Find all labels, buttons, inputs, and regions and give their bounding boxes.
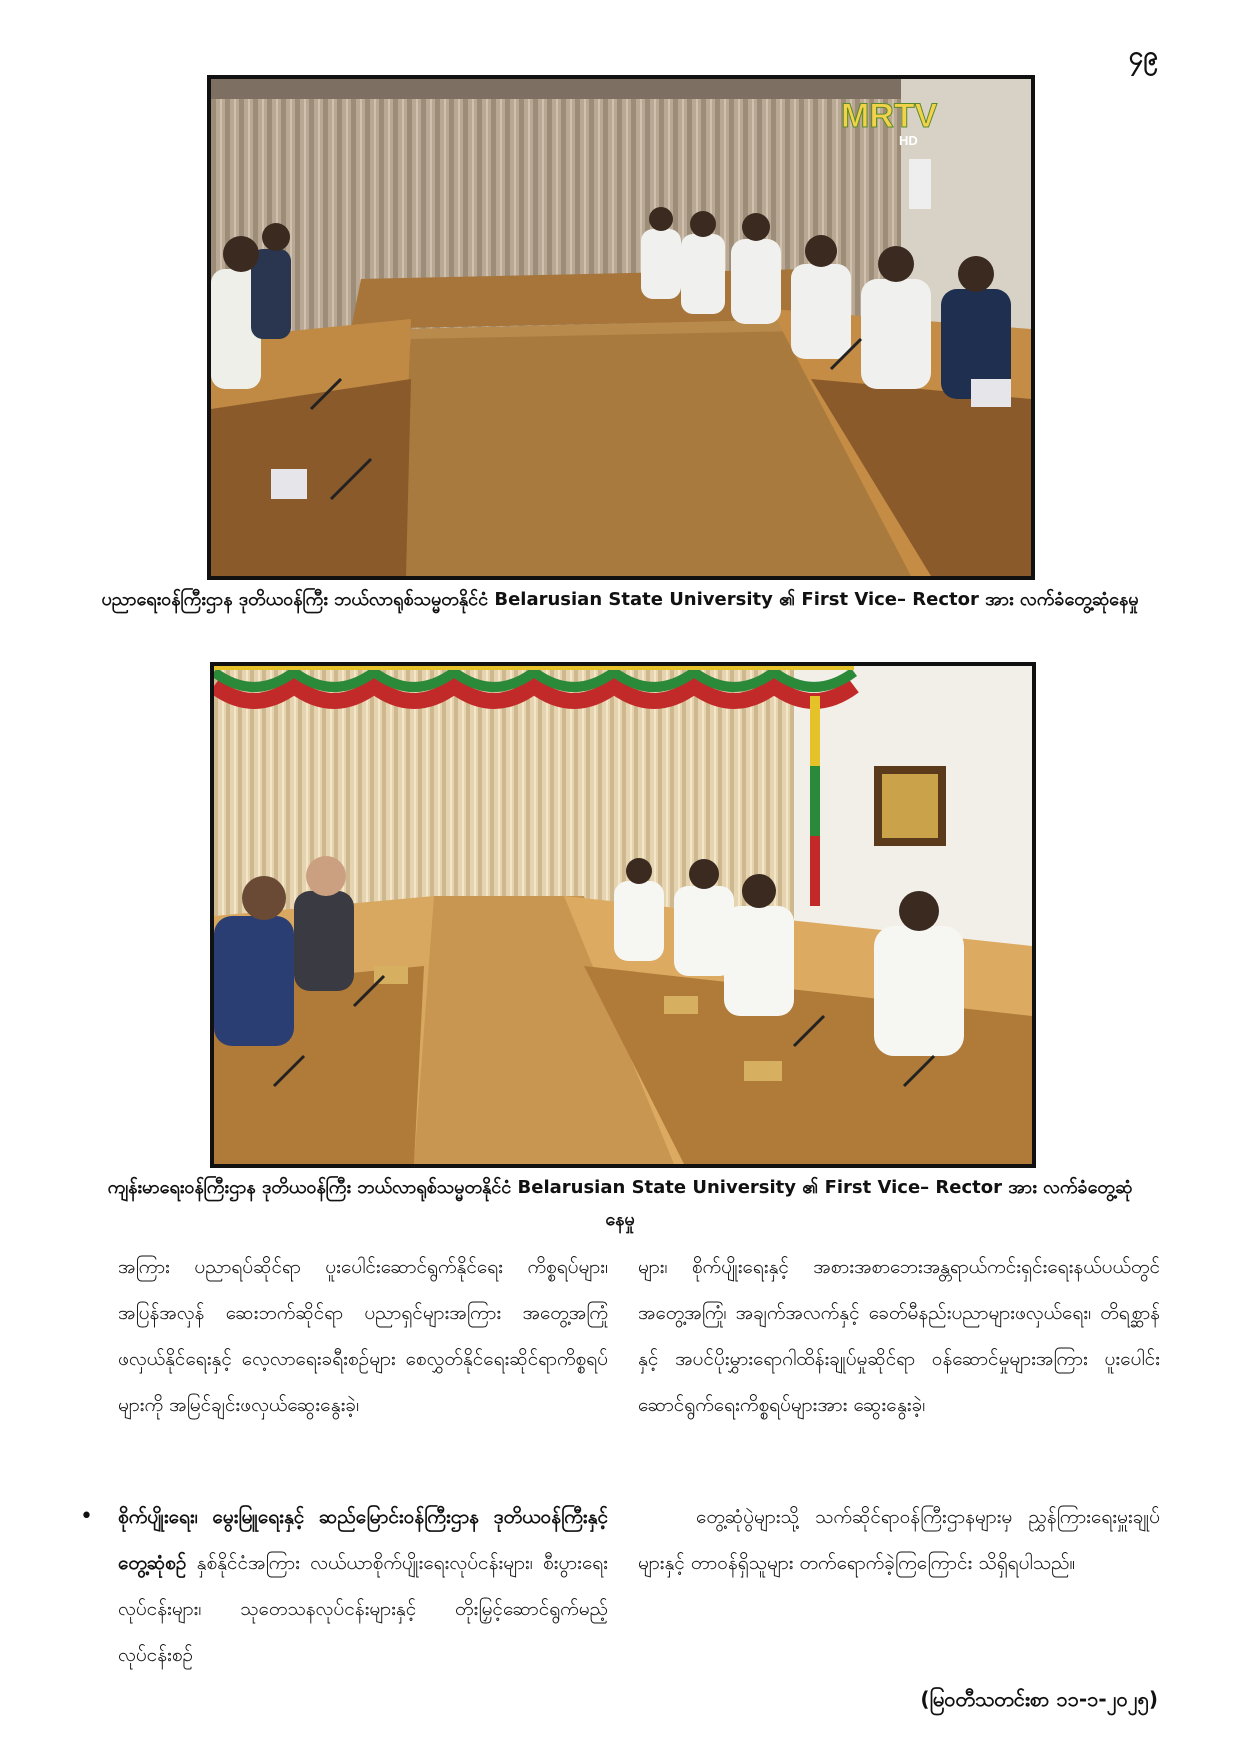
page-number: ၄၉ bbox=[1128, 41, 1158, 71]
tv-watermark: MRTV bbox=[841, 97, 938, 135]
article-left-paragraph bbox=[118, 1244, 608, 1428]
bullet-heading: စိုက်ပျိုးရေး၊ မွေးမြူရေးနှင့် ဆည်မြောင်းဝန်ကြီးဌာန ဒုတိယဝန်ကြီးနှင့် တွေ့ဆုံစဉ် bbox=[118, 1506, 608, 1574]
meeting-photo-1-image bbox=[211, 79, 1031, 576]
tv-watermark-hd: HD bbox=[899, 133, 918, 148]
meeting-photo-2 bbox=[210, 662, 1036, 1168]
bullet-icon: • bbox=[80, 1504, 93, 1529]
article-right-paragraph bbox=[638, 1244, 1160, 1428]
meeting-photo-2-image bbox=[214, 666, 1032, 1164]
closing-paragraph bbox=[638, 1494, 1160, 1586]
left-paragraph-text: အကြား ပညာရပ်ဆိုင်ရာ ပူးပေါင်းဆောင်ရွက်နိုင်ရေး ကိစ္စရပ်များ၊ အပြန်အလှန် ဆေးဘက်ဆိုင်ရာ ပညာရှင်များအကြား အတွေ့အကြုံဖလှယ်နိုင်ရေးနှင့် လေ့လာရေးခရီးစဉ်များ စေလွှတ်နိုင်ရေးဆိုင်ရာကိစ္စရပ်များကို အမြင်ချင်းဖလှယ်ဆွေးနွေးခဲ့၊ bbox=[118, 1256, 608, 1416]
meeting-photo-1 bbox=[207, 75, 1035, 580]
photo-1-caption: ပညာရေးဝန်ကြီးဌာန ဒုတိယဝန်ကြီး ဘယ်လာရုစ်သမ္မတနိုင်ငံ Belarusian State University ၏ First Vice– Rector အား လက်ခံတွေ့ဆုံနေမှု bbox=[101, 589, 1139, 610]
closing-paragraph-text: တွေ့ဆုံပွဲများသို့ သက်ဆိုင်ရာဝန်ကြီးဌာနများမှ ညွှန်ကြားရေးမှူးချုပ်များနှင့် တာဝန်ရှိသူများ တက်ရောက်ခဲ့ကြကြောင်း သိရှိရပါသည်။ bbox=[638, 1506, 1160, 1574]
source-citation: (မြဝတီသတင်းစာ ၁၁-၁-၂၀၂၅) bbox=[920, 1687, 1158, 1711]
right-paragraph-text: များ၊ စိုက်ပျိုးရေးနှင့် အစားအစာဘေးအန္တရာယ်ကင်းရှင်းရေးနယ်ပယ်တွင် အတွေ့အကြုံ၊ အချက်အလက်နှင့် ခေတ်မီနည်းပညာများဖလှယ်ရေး၊ တိရစ္ဆာန်နှင့် အပင်ပိုးမွှားရောဂါထိန်းချုပ်မှုဆိုင်ရာ ဝန်ဆောင်မှုများအကြား ပူးပေါင်းဆောင်ရွက်ရေးကိစ္စရပ်များအား ဆွေးနွေးခဲ့၊ bbox=[638, 1256, 1160, 1416]
bullet-text: နှစ်နိုင်ငံအကြား လယ်ယာစိုက်ပျိုးရေးလုပ်ငန်းများ၊ စီးပွားရေးလုပ်ငန်းများ၊ သုတေသနလုပ်ငန်းများနှင့် တိုးမြှင့်ဆောင်ရွက်မည့် လုပ်ငန်းစဉ် bbox=[118, 1552, 608, 1666]
photo-2-caption: ကျန်းမာရေးဝန်ကြီးဌာန ဒုတိယဝန်ကြီး ဘယ်လာရုစ်သမ္မတနိုင်ငံ Belarusian State University ၏ First Vice– Rector အား လက်ခံတွေ့ဆုံနေမှု bbox=[107, 1177, 1133, 1230]
bullet-item bbox=[80, 1494, 608, 1678]
